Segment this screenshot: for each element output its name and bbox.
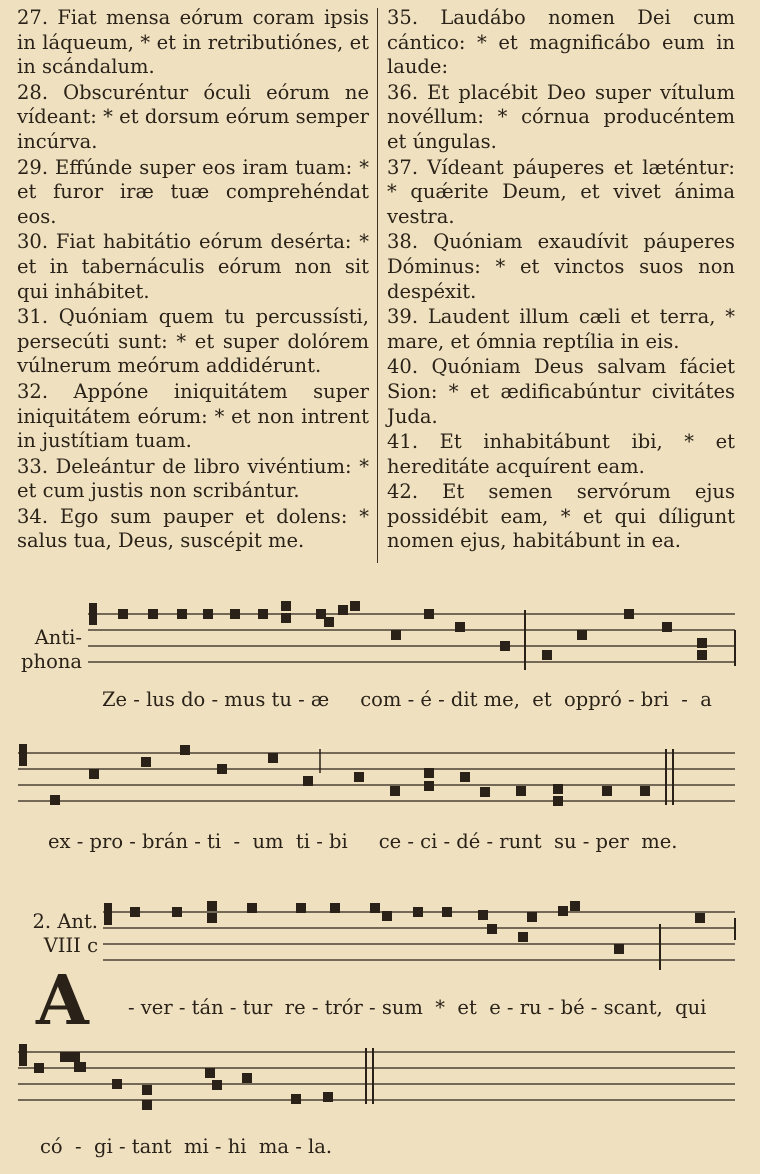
c-clef-icon xyxy=(104,903,112,925)
antiphona-lyrics-line1: Ze - lus do - mus tu - æ com - é - dit me, et oppró - bri - a xyxy=(102,688,712,711)
verse-number: 30. xyxy=(17,230,49,254)
antiphon2-label xyxy=(14,910,98,958)
verse-number: 32. xyxy=(17,379,49,403)
verse-number: 38. xyxy=(387,230,419,254)
c-clef-icon xyxy=(19,1044,27,1066)
verse-number: 28. xyxy=(17,80,49,104)
verse-number: 35. xyxy=(387,6,419,29)
verse-number: 34. xyxy=(17,504,49,528)
verse-number: 36. xyxy=(387,80,419,104)
c-clef-icon xyxy=(89,603,97,625)
antiphon2-lyrics-line2: có - gi - tant mi - hi ma - la. xyxy=(40,1135,333,1158)
antiphona-label-line2: phona xyxy=(21,650,82,673)
neumes xyxy=(34,601,707,1110)
verse-text: Laudent illum cæli et terra, * mare, et ómnia reptília in eis. xyxy=(387,305,736,353)
antiphon2-lyrics-line1: - ver - tán - tur re - trór - sum * et e - ru - bé - scant, qui xyxy=(128,996,707,1019)
verse-text: Quóniam Deus salvam fáciet Sion: * et ædificabúntur civitátes Juda. xyxy=(387,355,735,428)
verse-number: 31. xyxy=(17,305,49,329)
verse-number: 27. xyxy=(17,6,49,29)
verse-number: 42. xyxy=(387,480,419,504)
verse-text: Et semen servórum ejus possidébit eam, * et qui díligunt nomen ejus, habitábunt in ea. xyxy=(387,480,735,553)
verse-text: Et placébit Deo super vítulum novéllum: * córnua producéntem et úngulas. xyxy=(387,80,735,153)
verse-text: Effúnde super eos iram tuam: * et furor iræ tuæ comprehéndat eos. xyxy=(17,155,369,228)
verse-number: 40. xyxy=(387,355,419,379)
verse-text: Ego sum pauper et dolens: * salus tua, Deus, suscépit me. xyxy=(17,504,370,553)
verse-text: Fiat habitátio eórum desérta: * et in tabernáculis eórum non sit qui inhábitet. xyxy=(17,230,370,303)
verse-number: 33. xyxy=(17,454,49,478)
antiphon2-label-line2: VIII c xyxy=(43,934,98,957)
c-clef-icon xyxy=(19,744,27,766)
antiphon2-initial-letter: A xyxy=(36,961,89,1041)
verse-number: 41. xyxy=(387,430,419,454)
verse-text: Deleántur de libro vivéntium: * et cum justis non scribántur. xyxy=(17,454,369,503)
antiphon2-label-line1: 2. Ant. xyxy=(32,910,98,933)
verse-number: 39. xyxy=(387,305,419,329)
verse-text: Obscuréntur óculi eórum ne vídeant: * et dorsum eórum semper incúrva. xyxy=(17,80,369,153)
verse-number: 29. xyxy=(17,155,49,179)
antiphona-lyrics-line2: ex - pro - brán - ti - um ti - bi ce - ci - dé - runt su - per me. xyxy=(48,830,678,853)
verse-text: Appóne iniquitátem super iniquitátem eórum: * et non intrent in justítiam tuam. xyxy=(17,379,369,453)
verse-text: Quóniam quem tu percussísti, persecúti sunt: * et super dolórem vúlnerum meórum addidérunt. xyxy=(17,305,369,378)
verse-text: Vídeant páuperes et læténtur: * quǽrite Deum, et vivet ánima vestra. xyxy=(387,155,735,228)
verse-number: 37. xyxy=(387,155,419,179)
verse-text: Et inhabitábunt ibi, * et hereditáte acquírent eam. xyxy=(387,430,735,478)
verse-text: Fiat mensa eórum coram ipsis in láqueum, * et in retributiónes, et in scándalum. xyxy=(17,6,370,79)
antiphona-label-line1: Anti- xyxy=(34,626,82,649)
antiphona-label xyxy=(20,626,82,674)
verse-text: Laudábo nomen Dei cum cántico: * et magnificábo eum in laude: xyxy=(387,6,735,79)
verse-text: Quóniam exaudívit páuperes Dóminus: * et vinctos suos non despéxit. xyxy=(387,230,735,303)
